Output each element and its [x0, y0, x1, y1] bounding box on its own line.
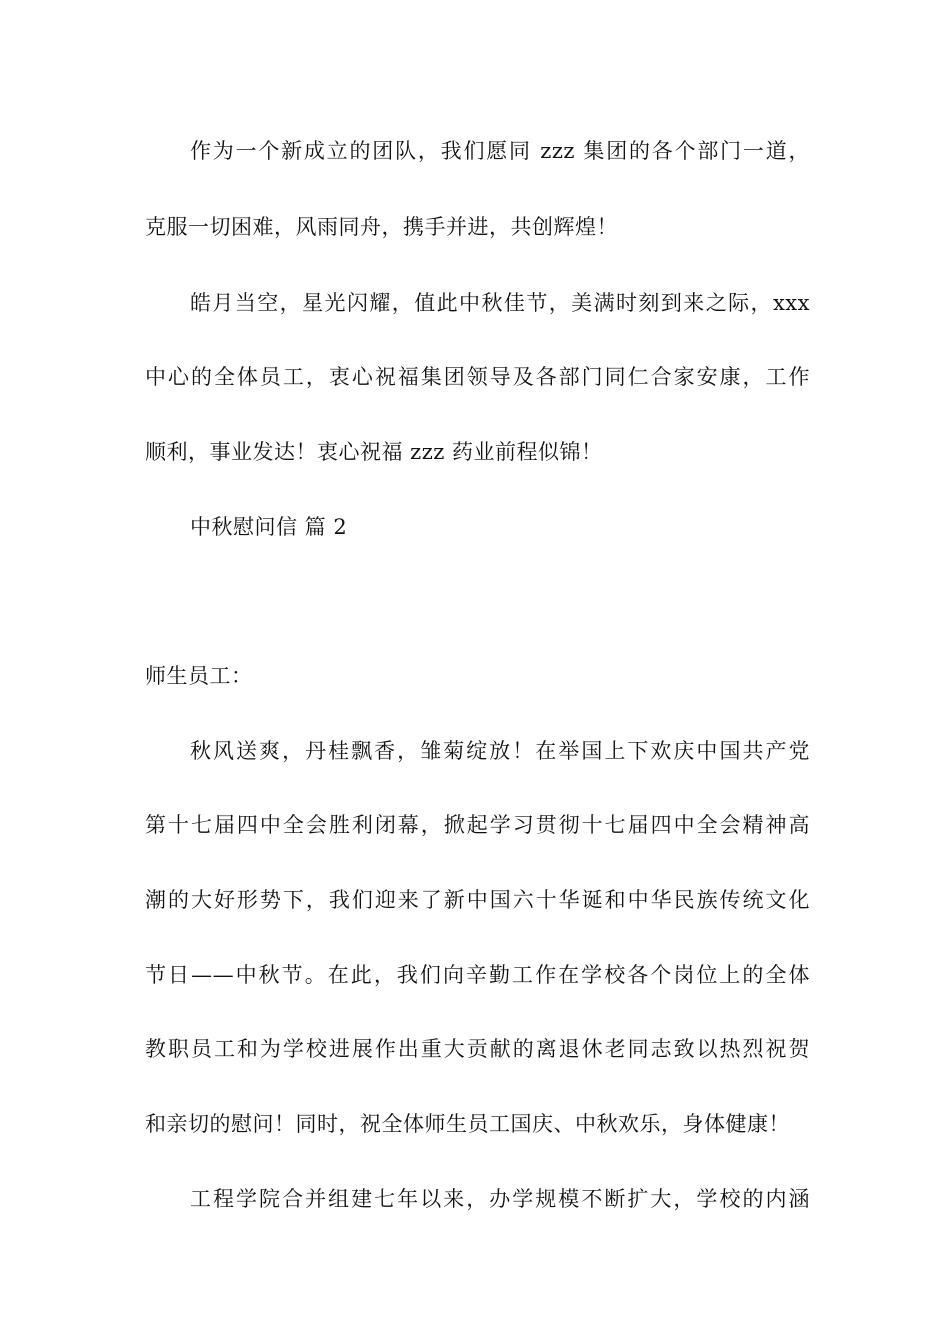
- paragraph-line: 工程学院合并组建七年以来，办学规模不断扩大，学校的内涵: [190, 1187, 810, 1211]
- paragraph-line: 秋风送爽，丹桂飘香，雏菊绽放！在举国上下欢庆中国共产党: [190, 739, 810, 763]
- paragraph-line: 皓月当空，星光闪耀，值此中秋佳节，美满时刻到来之际，xxx: [190, 291, 810, 315]
- paragraph-line: 和亲切的慰问！同时，祝全体师生员工国庆、中秋欢乐，身体健康！: [145, 1112, 790, 1136]
- paragraph-line: 教职员工和为学校进展作出重大贡献的离退休老同志致以热烈祝贺: [145, 1037, 810, 1061]
- salutation: 师生员工：: [145, 664, 253, 688]
- paragraph-line: 潮的大好形势下，我们迎来了新中国六十华诞和中华民族传统文化: [145, 888, 810, 912]
- paragraph-line: 顺利，事业发达！衷心祝福 zzz 药业前程似锦！: [145, 440, 603, 464]
- paragraph-line: 第十七届四中全会胜利闭幕，掀起学习贯彻十七届四中全会精神高: [145, 813, 810, 837]
- paragraph-line: 节日——中秋节。在此，我们向辛勤工作在学校各个岗位上的全体: [145, 963, 810, 987]
- paragraph-line: 作为一个新成立的团队，我们愿同 zzz 集团的各个部门一道，: [190, 139, 810, 163]
- paragraph-line: 克服一切困难，风雨同舟，携手并进，共创辉煌！: [145, 215, 618, 239]
- paragraph-line: 中心的全体员工，衷心祝福集团领导及各部门同仁合家安康，工作: [145, 365, 810, 389]
- section-heading: 中秋慰问信 篇 2: [190, 515, 348, 539]
